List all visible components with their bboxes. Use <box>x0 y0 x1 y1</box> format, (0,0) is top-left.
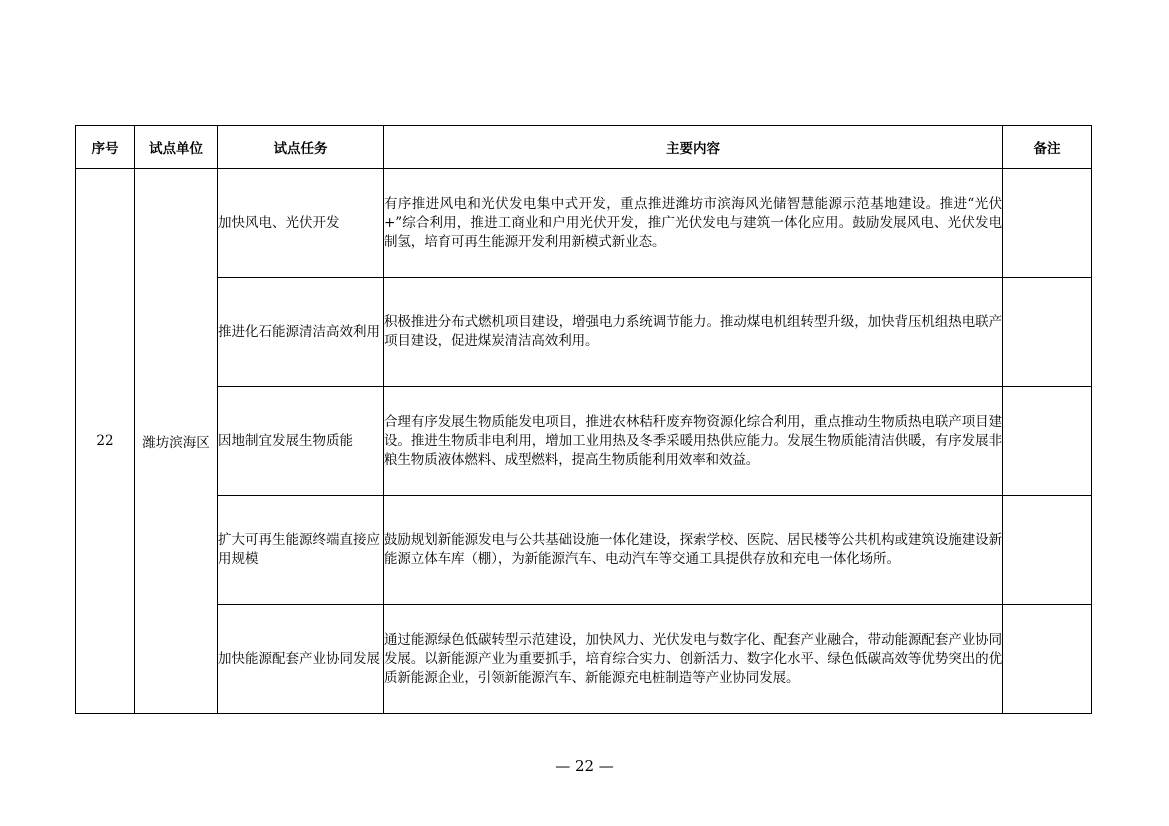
header-note: 备注 <box>1003 126 1092 169</box>
content-cell: 有序推进风电和光伏发电集中式开发，重点推进潍坊市滨海风光储智慧能源示范基地建设。推进“光伏+”综合利用，推进工商业和户用光伏开发，推广光伏发电与建筑一体化应用。鼓励发展风电、光伏发电制氢，培育可再生能源开发利用新模式新业态。 <box>384 169 1003 278</box>
content-cell: 通过能源绿色低碳转型示范建设，加快风力、光伏发电与数字化、配套产业融合，带动能源配套产业协同发展。以新能源产业为重要抓手，培育综合实力、创新活力、数字化水平、绿色低碳高效等优势突出的优质新能源企业，引领新能源汽车、新能源充电桩制造等产业协同发展。 <box>384 605 1003 714</box>
table-row <box>76 169 1092 278</box>
note-cell <box>1003 387 1092 496</box>
table-row <box>76 496 1092 605</box>
task-cell: 扩大可再生能源终端直接应用规模 <box>218 496 384 605</box>
note-cell <box>1003 605 1092 714</box>
header-seq: 序号 <box>76 126 135 169</box>
content-cell: 积极推进分布式燃机项目建设，增强电力系统调节能力。推动煤电机组转型升级，加快背压机组热电联产项目建设，促进煤炭清洁高效利用。 <box>384 278 1003 387</box>
task-cell: 推进化石能源清洁高效利用 <box>218 278 384 387</box>
seq-cell: 22 <box>76 169 135 714</box>
content-cell: 鼓励规划新能源发电与公共基础设施一体化建设，探索学校、医院、居民楼等公共机构或建筑设施建设新能源立体车库（棚），为新能源汽车、电动汽车等交通工具提供存放和充电一体化场所。 <box>384 496 1003 605</box>
page-number: — 22 — <box>555 757 614 775</box>
task-cell: 加快能源配套产业协同发展 <box>218 605 384 714</box>
pilot-task-table <box>75 125 1092 714</box>
table-header-row <box>76 126 1092 169</box>
note-cell <box>1003 169 1092 278</box>
table-row <box>76 605 1092 714</box>
content-cell: 合理有序发展生物质能发电项目，推进农林秸秆废弃物资源化综合利用，重点推动生物质热电联产项目建设。推进生物质非电利用，增加工业用热及冬季采暖用热供应能力。发展生物质能清洁供暖，有序发展非粮生物质液体燃料、成型燃料，提高生物质能利用效率和效益。 <box>384 387 1003 496</box>
note-cell <box>1003 278 1092 387</box>
table-row <box>76 278 1092 387</box>
header-task: 试点任务 <box>218 126 384 169</box>
task-cell: 因地制宜发展生物质能 <box>218 387 384 496</box>
task-cell: 加快风电、光伏开发 <box>218 169 384 278</box>
unit-cell: 潍坊滨海区 <box>135 169 218 714</box>
header-unit: 试点单位 <box>135 126 218 169</box>
header-content: 主要内容 <box>384 126 1003 169</box>
note-cell <box>1003 496 1092 605</box>
table-row <box>76 387 1092 496</box>
